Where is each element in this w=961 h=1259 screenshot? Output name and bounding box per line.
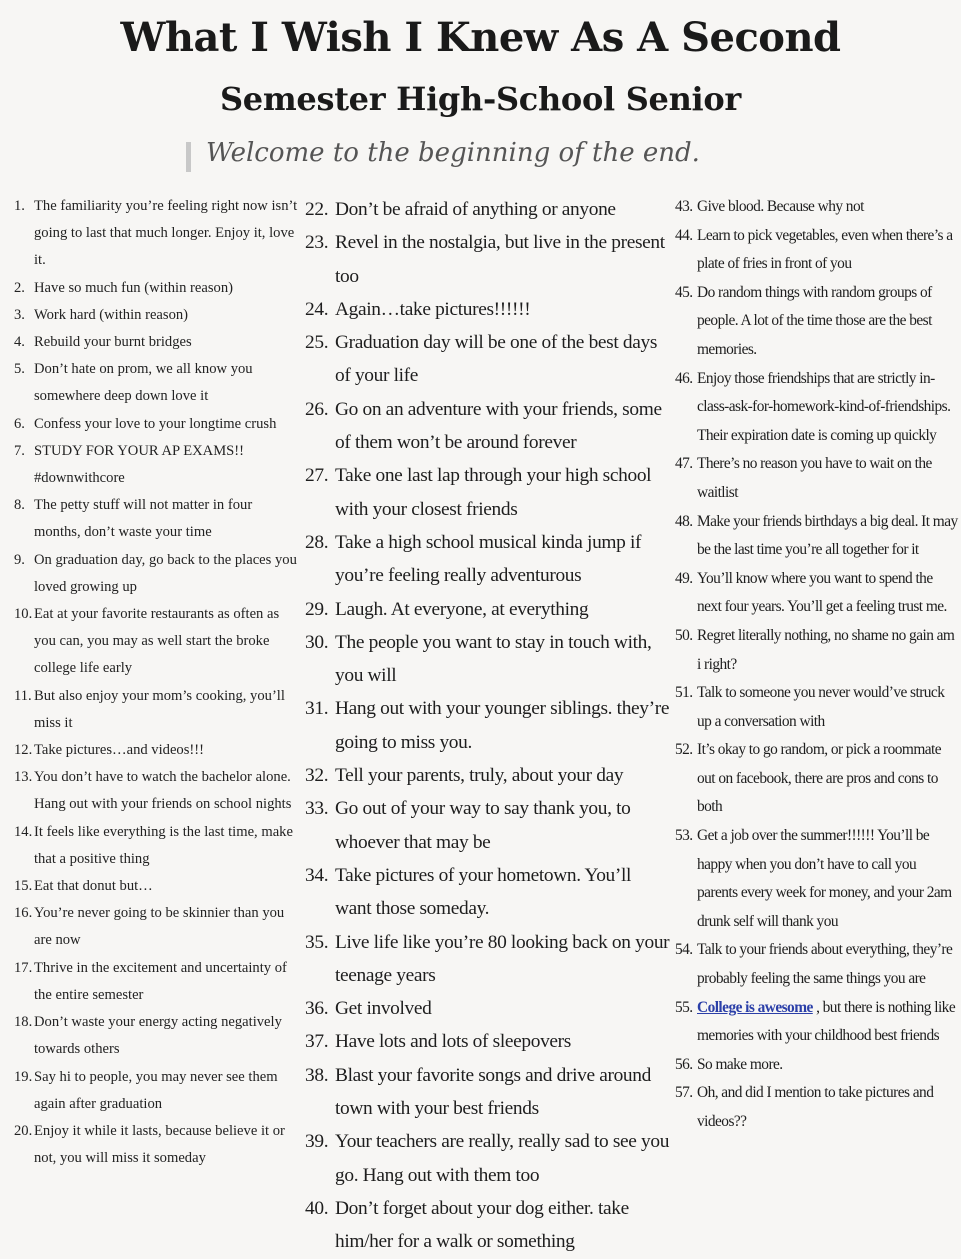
item-text: Revel in the nostalgia, but live in the present too	[335, 232, 665, 287]
item-number: 57.	[675, 1084, 693, 1102]
item-number: 2.	[14, 279, 25, 296]
list-item	[14, 1064, 301, 1118]
list-item	[675, 508, 959, 565]
list-item	[675, 994, 959, 1051]
list-item	[305, 326, 670, 393]
item-number: 17.	[14, 959, 33, 976]
title-line-2: Semester High-School Senior	[220, 80, 741, 118]
item-text: Go out of your way to say thank you, to whoever that may be	[335, 798, 631, 853]
list-item	[675, 222, 959, 279]
item-number: 31.	[305, 698, 329, 720]
item-number: 30.	[305, 631, 329, 653]
list-item	[14, 764, 301, 818]
list-item	[14, 1118, 301, 1172]
list-item	[675, 622, 959, 679]
item-text: Enjoy it while it lasts, because believe it or not, you will miss it someday	[34, 1122, 285, 1167]
item-number: 51.	[675, 684, 693, 702]
item-number: 6.	[14, 415, 25, 432]
item-number: 39.	[305, 1131, 329, 1153]
item-text: You’ll know where you want to spend the next four years. You’ll get a feeling trust me.	[697, 569, 947, 616]
item-number: 11.	[14, 687, 32, 704]
item-text: Get a job over the summer!!!!!! You’ll be happy when you don’t have to call you parents every week for money, and your 2am drunk self will thank you	[697, 827, 952, 930]
item-text: Live life like you’re 80 looking back on your teenage years	[335, 931, 670, 986]
item-number: 40.	[305, 1197, 329, 1219]
item-number: 44.	[675, 226, 693, 244]
list-item	[14, 683, 301, 737]
item-number: 8.	[14, 497, 25, 514]
item-number: 7.	[14, 442, 25, 459]
list-item	[305, 593, 670, 626]
item-text: Laugh. At everyone, at everything	[335, 598, 589, 620]
item-text: The petty stuff will not matter in four months, don’t waste your time	[34, 497, 253, 541]
item-text: Eat at your favorite restaurants as often as you can, you may as well start the broke college life early	[34, 606, 280, 677]
item-text: Take pictures of your hometown. You’ll want those someday.	[335, 864, 632, 920]
list-item	[675, 565, 959, 622]
item-text: The people you want to stay in touch with, you will	[335, 631, 652, 687]
item-number: 4.	[14, 334, 25, 351]
item-number: 34.	[305, 864, 329, 886]
item-number: 23.	[305, 232, 329, 254]
item-number: 50.	[675, 626, 693, 644]
item-number: 35.	[305, 931, 329, 953]
list-item	[305, 393, 670, 460]
item-text: Take a high school musical kinda jump if you’re feeling really adventurous	[335, 531, 642, 587]
item-number: 16.	[14, 905, 33, 922]
item-number: 5.	[14, 361, 25, 378]
item-number: 49.	[675, 569, 693, 587]
item-number: 47.	[675, 455, 693, 473]
item-text: There’s no reason you have to wait on the waitlist	[697, 455, 932, 501]
item-number: 20.	[14, 1122, 33, 1139]
item-text: STUDY FOR YOUR AP EXAMS!! #downwithcore	[34, 442, 245, 487]
item-text: It feels like everything is the last time, make that a positive thing	[34, 823, 293, 867]
list-item	[675, 822, 959, 936]
list-item	[14, 601, 301, 683]
item-number: 3.	[14, 306, 25, 323]
list-item	[14, 873, 301, 900]
item-text: Blast your favorite songs and drive around town with your best friends	[335, 1064, 651, 1120]
item-number: 24.	[305, 298, 329, 320]
item-number: 10.	[14, 606, 33, 623]
list-item	[305, 1025, 670, 1058]
item-number: 22.	[305, 199, 329, 220]
item-text: Talk to your friends about everything, they’re probably feeling the same things you are	[697, 941, 953, 988]
subtitle-text: Welcome to the beginning of the end.	[206, 138, 700, 168]
item-number: 14.	[14, 823, 33, 840]
item-text: Talk to someone you never would’ve struck up a conversation with	[697, 684, 945, 730]
item-text: Work hard (within reason)	[34, 306, 189, 323]
list-item	[675, 1051, 959, 1080]
item-text: Regret literally nothing, no shame no gain am i right?	[697, 626, 955, 673]
title-line-1: What I Wish I Knew As A Second	[120, 14, 841, 61]
item-number: 56.	[675, 1055, 693, 1073]
item-number: 13.	[14, 769, 33, 786]
list-item	[305, 1192, 670, 1259]
list-item	[675, 365, 959, 451]
list-item	[305, 293, 670, 326]
list-item	[14, 356, 301, 410]
item-text: Don’t be afraid of anything or anyone	[335, 199, 616, 220]
list-item	[675, 736, 959, 822]
list-item	[14, 955, 301, 1009]
item-text: Get involved	[335, 998, 432, 1020]
list-item	[305, 759, 670, 792]
list-item	[305, 226, 670, 293]
item-text: Enjoy those friendships that are strictly in-class-ask-for-homework-kind-of-friendships. Their expiration date is coming up quickly	[697, 369, 951, 444]
list-item	[305, 992, 670, 1025]
list-item	[675, 279, 959, 365]
item-text: Don’t forget about your dog either. take him/her for a walk or something	[335, 1197, 629, 1253]
list-item	[14, 438, 301, 492]
item-number: 26.	[305, 398, 329, 420]
item-text: So make more.	[697, 1055, 783, 1073]
list-item	[14, 302, 301, 329]
list-item	[305, 692, 670, 759]
list-item	[14, 411, 301, 438]
item-text: On graduation day, go back to the places you loved growing up	[34, 551, 297, 595]
list-item	[305, 526, 670, 593]
item-number: 37.	[305, 1031, 329, 1053]
list-item	[305, 926, 670, 993]
list-item	[675, 679, 959, 736]
item-text: Learn to pick vegetables, even when there’s a plate of fries in front of you	[697, 226, 953, 273]
item-text: Have so much fun (within reason)	[34, 279, 233, 296]
item-text: Hang out with your younger siblings. they’re going to miss you.	[335, 698, 670, 753]
list-item	[14, 275, 301, 302]
item-text: Make your friends birthdays a big deal. It may be the last time you’re all together for it	[697, 512, 958, 559]
item-text: Have lots and lots of sleepovers	[335, 1031, 571, 1053]
item-number: 28.	[305, 531, 329, 553]
list-item	[675, 1079, 959, 1136]
item-number: 1.	[14, 198, 25, 214]
list-column-3	[675, 193, 959, 1137]
item-text: Take pictures…and videos!!!	[34, 742, 204, 759]
item-text: Do random things with random groups of people. A lot of the time those are the best memories.	[697, 283, 932, 358]
item-text: Graduation day will be one of the best days of your life	[335, 332, 658, 387]
list-item	[305, 792, 670, 859]
item-number: 9.	[14, 551, 25, 568]
item-text: Your teachers are really, really sad to see you go. Hang out with them too	[335, 1131, 670, 1186]
list-item	[305, 193, 670, 226]
list-item	[675, 936, 959, 993]
item-text: It’s okay to go random, or pick a roommate out on facebook, there are pros and cons to both	[697, 741, 942, 816]
list-item	[305, 1125, 670, 1192]
item-text: Confess your love to your longtime crush	[34, 415, 277, 432]
list-item	[675, 450, 959, 507]
item-text: Tell your parents, truly, about your day	[335, 765, 624, 787]
item-number: 18.	[14, 1014, 33, 1031]
item-link[interactable]: College is awesome	[697, 998, 813, 1016]
list-item	[305, 1059, 670, 1126]
item-number: 12.	[14, 742, 33, 759]
item-number: 53.	[675, 827, 693, 845]
list-item	[14, 1009, 301, 1063]
list-item	[675, 193, 959, 222]
item-text-rest: , but there is nothing like memories with your childhood best friends	[697, 998, 956, 1045]
item-number: 46.	[675, 369, 693, 387]
item-text: Say hi to people, you may never see them again after graduation	[34, 1068, 278, 1112]
list-item	[14, 547, 301, 601]
item-number: 45.	[675, 283, 693, 301]
item-text: Eat that donut but…	[34, 878, 153, 895]
item-number: 38.	[305, 1064, 329, 1086]
item-number: 52.	[675, 741, 693, 759]
item-number: 43.	[675, 198, 693, 215]
item-text	[697, 994, 959, 1051]
item-number: 15.	[14, 878, 33, 895]
item-text: Don’t waste your energy acting negatively towards others	[34, 1014, 282, 1058]
list-item	[305, 859, 670, 926]
list-item	[14, 737, 301, 764]
item-text: Again…take pictures!!!!!!	[335, 298, 531, 320]
list-column-2	[305, 193, 670, 1259]
item-text: You’re never going to be skinnier than you are now	[34, 905, 285, 949]
item-text: Take one last lap through your high school with your closest friends	[335, 465, 652, 520]
list-column-1	[14, 193, 301, 1172]
item-number: 48.	[675, 512, 693, 530]
item-text: Don’t hate on prom, we all know you somewhere deep down love it	[34, 361, 253, 405]
item-number: 55.	[675, 998, 693, 1016]
item-text: Give blood. Because why not	[697, 198, 864, 215]
list-item	[14, 900, 301, 954]
item-number: 54.	[675, 941, 693, 959]
item-text: Go on an adventure with your friends, some of them won’t be around forever	[335, 398, 662, 454]
item-number: 27.	[305, 465, 329, 487]
item-text: You don’t have to watch the bachelor alone. Hang out with your friends on school nights	[34, 769, 292, 813]
item-text: Rebuild your burnt bridges	[34, 334, 192, 351]
subtitle	[186, 138, 700, 168]
item-text: Thrive in the excitement and uncertainty of the entire semester	[34, 959, 287, 1003]
list-item	[14, 193, 301, 275]
list-item	[305, 626, 670, 693]
item-number: 33.	[305, 798, 329, 820]
item-number: 29.	[305, 598, 329, 620]
list-item	[14, 329, 301, 356]
list-item	[14, 819, 301, 873]
item-number: 36.	[305, 998, 329, 1020]
item-text: Oh, and did I mention to take pictures and videos??	[697, 1084, 934, 1130]
item-text: The familiarity you’re feeling right now isn’t going to last that much longer. Enjoy it, love it.	[34, 198, 298, 269]
item-number: 25.	[305, 332, 329, 354]
item-text: But also enjoy your mom’s cooking, you’ll miss it	[34, 687, 285, 731]
item-number: 19.	[14, 1068, 33, 1085]
list-item	[305, 459, 670, 526]
list-item	[14, 492, 301, 546]
item-number: 32.	[305, 765, 329, 787]
